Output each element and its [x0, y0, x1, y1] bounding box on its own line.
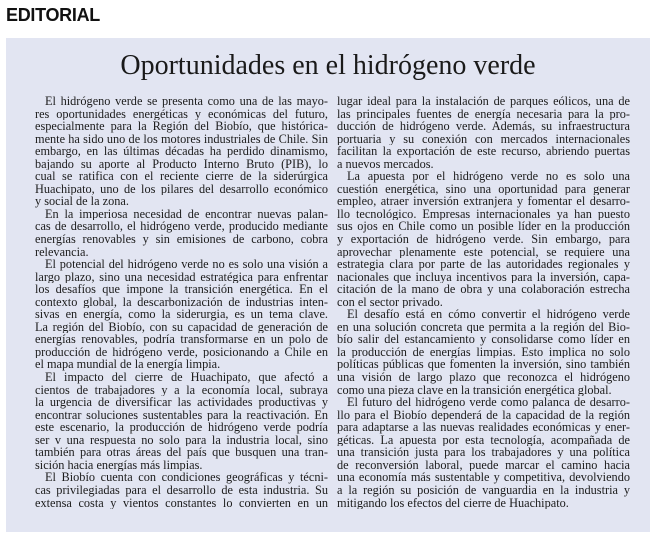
text-line: con el sector privado. — [337, 295, 443, 309]
text-line: una economía más sustentable y competitiva, devolviendo — [337, 471, 630, 484]
text-line: llo para el Biobío dependerá de la capacidad de la región — [337, 408, 630, 422]
text-line: también para otras áreas del país que busquen una tran- — [35, 446, 328, 459]
text-line: la urgencia de diversificar las actividades productivas y — [35, 396, 328, 409]
text-line: los desafíos que impone la transición energética. En el — [35, 283, 328, 296]
text-line: energías renovables y sin emisiones de carbono, cobra — [35, 233, 328, 246]
text-line: portuaria y su conexión con mercados internacionales — [337, 132, 630, 146]
text-line: contexto global, la descarbonización de industrias inten- — [35, 295, 328, 309]
article-paragraph — [35, 471, 328, 509]
text-line: cas privilegiadas para el desarrollo de esta industria. Su — [35, 483, 328, 497]
text-line: extensa costa y vientos constantes lo convierten en un — [35, 496, 328, 510]
article-paragraph — [337, 308, 630, 396]
text-line: El potencial del hidrógeno verde no es solo una visión a — [45, 258, 328, 271]
text-line: sición hacia energías más limpias. — [35, 458, 203, 472]
text-line: una visión de largo plazo que reconozca el hidrógeno — [337, 371, 630, 384]
text-line: El desafío está en cómo convertir el hidrógeno verde — [347, 308, 630, 321]
article-paragraph — [337, 396, 630, 509]
text-line: aprovechar plenamente este potencial, se requiere una — [337, 245, 630, 259]
text-line: El hidrógeno verde se presenta como una de las mayo- — [45, 95, 328, 108]
text-line: citación de la mano de obra y una colaboración estrecha — [337, 283, 630, 296]
text-line: relevancia. — [35, 245, 89, 259]
text-line: una transición justa para los trabajadores y una política — [337, 446, 630, 459]
text-line: y exportación de hidrógeno verde. Sin embargo, para — [337, 233, 630, 246]
text-line: para adaptarse a las nuevas realidades económicas y ener- — [337, 421, 630, 434]
text-line: El impacto del cierre de Huachipato, que afectó a — [45, 371, 328, 384]
text-line: como una pieza clave en la transición energética global. — [337, 383, 612, 397]
text-line: cuestión energética, sino una oportunidad para generar — [337, 182, 630, 196]
text-line: el mapa mundial de la energía limpia. — [35, 358, 221, 372]
text-line: ducción de hidrógeno verde. Además, su infraestructura — [337, 120, 630, 133]
text-line: cas de desarrollo, el hidrógeno verde, producido mediante — [35, 220, 328, 234]
text-line: lugar ideal para la instalación de parques eólicos, una de — [337, 95, 630, 108]
text-line: sus ojos en Chile como un posible líder en la producción — [337, 220, 630, 234]
article-column-right — [337, 95, 630, 509]
text-line: El Biobío cuenta con condiciones geográficas y técni- — [45, 471, 328, 484]
article-paragraph — [35, 371, 328, 471]
text-line: Huachipato, uno de los pilares del desarrollo económico — [35, 182, 328, 196]
text-line: de reconversión laboral, puede marcar el camino hacia — [337, 458, 630, 472]
article-paragraph — [337, 95, 630, 170]
text-line: facilitan la exportación de este recurso, abriendo puertas — [337, 145, 630, 158]
editorial-panel — [6, 38, 650, 532]
text-line: La apuesta por el hidrógeno verde no es solo una — [347, 170, 630, 183]
text-line: a la región su posición de vanguardia en la industria y — [337, 483, 630, 497]
text-line: especialmente para la Región del Biobío, que histórica- — [35, 120, 328, 133]
text-line: este escenario, la producción de hidrógeno verde podría — [35, 421, 328, 434]
text-line: géticas. La apuesta por esta tecnología, acompañada de — [337, 433, 630, 447]
text-line: la producción de energías limpias. Esto implica no solo — [337, 345, 630, 359]
text-line: las principales fuentes de energía necesaria para la pro- — [337, 107, 630, 121]
article-paragraph — [35, 258, 328, 371]
text-line: cual se ratifica con el reciente cierre de la siderúrgica — [35, 170, 328, 183]
text-line: En la imperiosa necesidad de encontrar nuevas palan- — [45, 207, 328, 221]
text-line: res oportunidades energéticas y económicas del futuro, — [35, 107, 328, 121]
text-line: nacionales que incluya incentivos para la inversión, capa- — [337, 270, 630, 284]
text-line: producción de hidrógeno verde, posicionando a Chile en — [35, 345, 328, 359]
text-line: largo plazo, sino una necesidad estratégica para enfrentar — [35, 270, 328, 284]
text-line: en una solución concreta que permita a la región del Bio- — [337, 320, 630, 334]
text-line: bío salir del estancamiento y consolidarse como líder en — [337, 333, 630, 346]
text-line: cientos de trabajadores y a la economía local, subraya — [35, 383, 328, 397]
article-paragraph — [337, 170, 630, 308]
text-line: mente ha sido uno de los motores industriales de Chile. Sin — [35, 132, 328, 146]
text-line: empleo, atraer inversión extranjera y fomentar el desarro- — [337, 195, 630, 208]
section-label: EDITORIAL — [6, 5, 100, 25]
text-line: llo tecnológico. Empresas internacionales ya han puesto — [337, 207, 630, 221]
text-line: embargo, en las últimas décadas ha perdido dinamismo, — [35, 145, 328, 158]
text-line: La región del Biobío, con su capacidad de generación de — [35, 320, 328, 334]
text-line: El futuro del hidrógeno verde como palanca de desarro- — [347, 396, 630, 409]
text-line: a nuevos mercados. — [337, 157, 434, 171]
article-title: Oportunidades en el hidrógeno verde — [120, 50, 536, 81]
text-line: ser v una respuesta no solo para la industria local, sino — [35, 433, 328, 447]
text-line: estrategia clara por parte de las autoridades regionales y — [337, 258, 630, 271]
article-column-left — [35, 95, 328, 509]
text-line: mitigando los efectos del cierre de Huachipato. — [337, 496, 569, 510]
text-line: políticas públicas que fomenten la inversión, sino también — [337, 358, 630, 372]
text-line: encontrar soluciones sustentables para la reactivación. En — [35, 408, 328, 422]
text-line: energías renovables, podría transformarse en un polo de — [35, 333, 328, 346]
text-line: bajando su aporte al Producto Interno Bruto (PIB), lo — [35, 157, 328, 171]
article-paragraph — [35, 95, 328, 208]
text-line: sivas en energía, como la siderurgia, es un tema clave. — [35, 308, 328, 321]
article-paragraph — [35, 208, 328, 258]
text-line: y social de la zona. — [35, 195, 129, 208]
